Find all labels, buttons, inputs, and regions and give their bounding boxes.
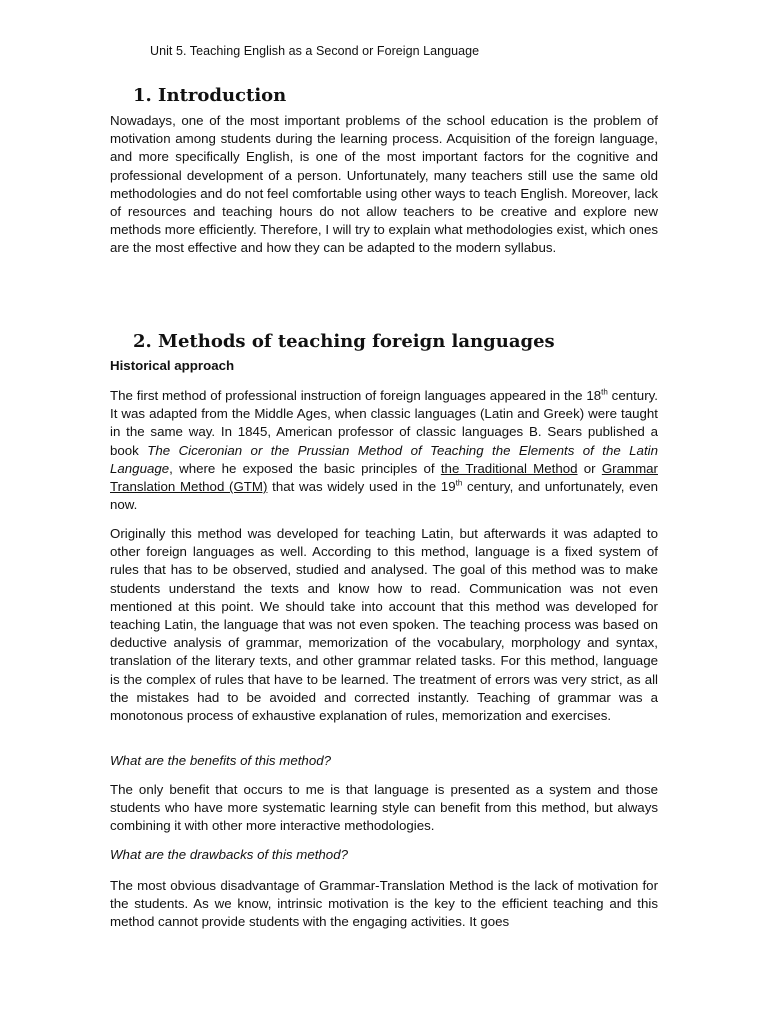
paragraph-method-origin-text: Originally this method was developed for teaching Latin, but afterwards it was adapted to other foreign languages as well. According to this method, language is a fixed system of rules that has to be observed, studied and analysed. The goal of this method was to make students understand the texts and know how to read. Communication was not even mentioned at this point. We should take into account that this method was developed for teaching Latin, the language that was not even spoken. The teaching process was based on deductive analysis of grammar, memorization of the vocabulary, morphology and syntax, translation of the literary texts, and other grammar related tasks. For this method, language is the complex of rules that have to be learned. The treatment of errors was very strict, as all the mistakes had to be avoided and corrected instantly. Teaching of grammar was a monotonous process of exhaustive explanation of rules, memorization and exercises. xyxy=(110,526,658,724)
paragraph-benefits-text: The only benefit that occurs to me is that language is presented as a system and those students who have more systematic learning style can benefit from this method, but always combining it with other more interactive methodologies. xyxy=(110,782,658,834)
text-run: The first method of professional instruction of foreign languages appeared in the 18 xyxy=(110,388,602,403)
paragraph-method-origin xyxy=(110,525,658,725)
section-heading-introduction: 1. Introduction xyxy=(133,85,287,106)
question-drawbacks-text: What are the drawbacks of this method? xyxy=(110,847,348,862)
link-traditional-method[interactable]: the Traditional Method xyxy=(440,460,578,476)
superscript: th xyxy=(601,387,608,397)
paragraph-drawbacks xyxy=(110,877,658,932)
text-run: , where he exposed the basic principles of xyxy=(169,460,441,476)
running-header: Unit 5. Teaching English as a Second or Foreign Language xyxy=(150,44,480,58)
paragraph-first-method-text xyxy=(110,387,658,514)
text-run: century. It was adapted from the Middle Ages, when classic languages (Latin and Greek) were taught in the same way. In 1845, American professor of classic languages B. Sears published a book xyxy=(110,388,658,458)
paragraph-benefits xyxy=(110,781,658,836)
text-run: century, and unfortunately, even now. xyxy=(110,479,658,513)
link-grammar-translation-method[interactable]: Grammar Translation Method (GTM) xyxy=(110,460,658,495)
question-benefits xyxy=(110,752,658,770)
section-heading-methods: 2. Methods of teaching foreign languages xyxy=(133,331,555,352)
introduction-paragraph xyxy=(110,112,658,258)
question-drawbacks xyxy=(110,846,658,864)
paragraph-drawbacks-text: The most obvious disadvantage of Grammar-Translation Method is the lack of motivation for the students. As we know, intrinsic motivation is the key to the efficient teaching and this method cannot provide students with the engaging activities. It goes xyxy=(110,878,658,930)
superscript: th xyxy=(455,478,463,488)
question-benefits-text: What are the benefits of this method? xyxy=(110,753,332,768)
paragraph-first-method xyxy=(110,387,658,514)
text-run: that was widely used in the 19 xyxy=(267,479,456,495)
text-run: or xyxy=(577,460,602,476)
subheading-historical-approach: Historical approach xyxy=(110,358,235,373)
book-title: The Ciceronian or the Prussian Method of Teaching the Elements of the Latin Language xyxy=(110,442,658,476)
introduction-text: Nowadays, one of the most important problems of the school education is the problem of motivation among students during the learning process. Acquisition of the foreign language, and more specifically English, is one of the most important factors for the cognitive and professional development of a person. Unfortunately, many teachers still use the same old methodologies and do not feel comfortable using other ways to teach English. Moreover, lack of resources and teaching hours do not allow teachers to be creative and explore new methods more efficiently. Therefore, I will try to explain what methodologies exist, which ones are the most effective and how they can be adapted to the modern syllabus. xyxy=(110,113,658,256)
